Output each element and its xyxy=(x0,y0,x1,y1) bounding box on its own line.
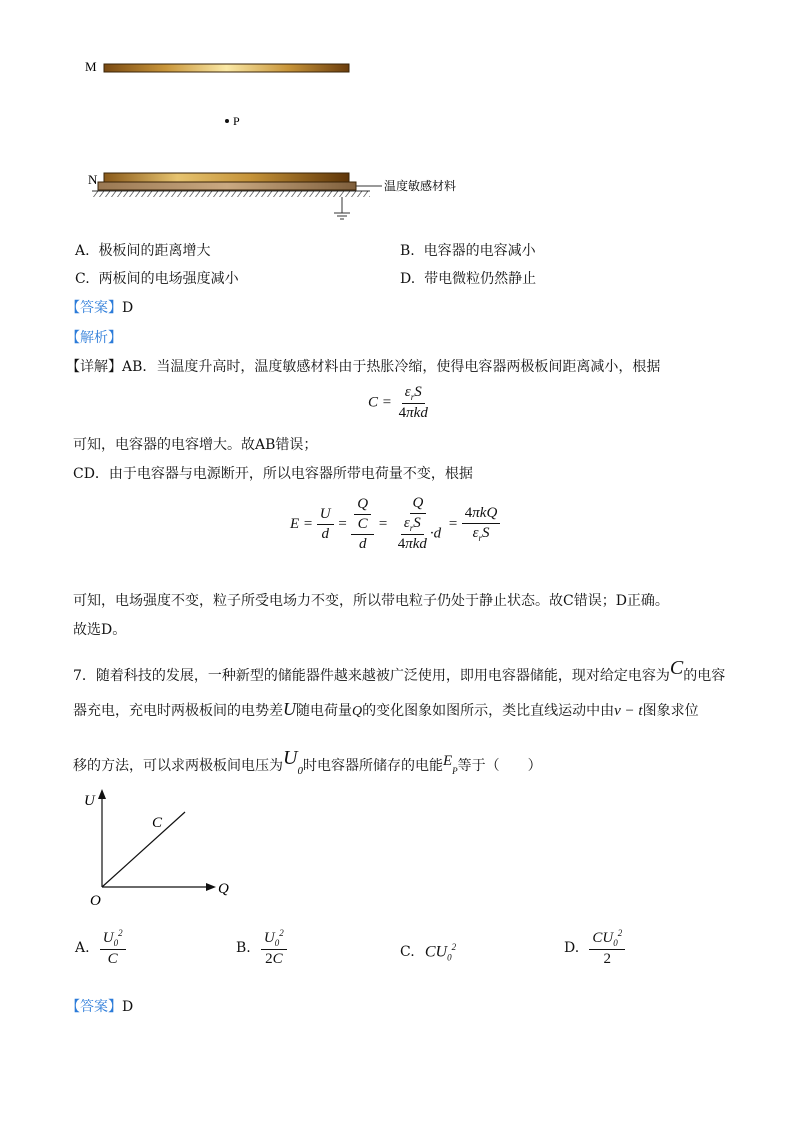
plate-n xyxy=(104,173,349,182)
particle-p xyxy=(225,119,229,123)
ground-hatch xyxy=(92,191,370,197)
option-b[interactable]: B. 电容器的电容减小 xyxy=(400,243,536,259)
temperature-material xyxy=(98,182,356,190)
formula-field-strength: E = $\frac{U}{d}$ = $\frac{\frac{Q}{C}}{d}$ = Q $\frac{\varepsilon_rS}{\text{4πkd}}$ ·d = $\frac{\text{4πkQ}}{\varepsilon_rS}$ xyxy=(290,495,500,553)
u-q-graph xyxy=(80,785,245,910)
line-label: C xyxy=(152,815,163,831)
q7-option-c[interactable]: C. $CU_0^2$ xyxy=(400,942,457,963)
q7-option-a[interactable]: A. $\frac{U_0^2}{C}$ xyxy=(75,928,126,968)
option-c[interactable]: C. 两板间的电场强度减小 xyxy=(75,271,239,287)
q6-analysis-tag: 【解析】 xyxy=(66,330,122,346)
capacitor-diagram xyxy=(80,55,480,225)
q7-line3: 移的方法，可以求两极板间电压为$U_0$时电容器所储存的电能$E_P$等于（ ） xyxy=(73,747,542,777)
label-n: N xyxy=(88,172,98,187)
formula-capacitance: C = $\frac{\varepsilon_rS}{\text{4πkd}}$ xyxy=(368,384,428,421)
ground-symbol xyxy=(334,197,350,219)
q7-line1: 7．随着科技的发展，一种新型的储能器件越来越被广泛使用，即用电容器储能，现对给定电容为C的电容 xyxy=(73,657,726,684)
q6-line-cd: CD．由于电容器与电源断开，所以电容器所带电荷量不变，根据 xyxy=(73,466,473,482)
option-d[interactable]: D. 带电微粒仍然静止 xyxy=(400,271,537,287)
q7-line2: 器充电，充电时两极板间的电势差U随电荷量Q的变化图象如图所示，类比直线运动中由v − t图象求位 xyxy=(73,699,699,719)
q7-option-b[interactable]: B. $\frac{U_0^2}{2C}$ xyxy=(236,928,287,968)
graph-line xyxy=(102,812,185,887)
x-axis-label: Q xyxy=(218,881,229,897)
q7-answer: 【答案】D xyxy=(66,999,134,1015)
q6-line-after-formula1: 可知，电容器的电容增大。故AB错误； xyxy=(73,437,318,453)
q6-line-after-formula2: 可知，电场强度不变，粒子所受电场力不变，所以带电粒子仍处于静止状态。故C错误；D正确。 xyxy=(73,593,669,609)
q6-detail-line1: 【详解】AB．当温度升高时，温度敏感材料由于热胀冷缩，使得电容器两极板间距离减小，根据 xyxy=(66,359,661,375)
label-p: P xyxy=(233,114,240,128)
q7-option-d[interactable]: D. $\frac{CU_0^2}{2}$ xyxy=(564,928,625,968)
q6-conclusion: 故选D。 xyxy=(73,622,127,638)
option-a[interactable]: A. 极板间的距离增大 xyxy=(75,243,211,259)
y-axis-label: U xyxy=(84,793,95,809)
label-m: M xyxy=(85,59,97,74)
origin-label: O xyxy=(90,893,101,909)
q6-answer: 【答案】D xyxy=(66,300,134,316)
material-label: 温度敏感材料 xyxy=(384,179,457,193)
plate-m xyxy=(104,64,349,72)
